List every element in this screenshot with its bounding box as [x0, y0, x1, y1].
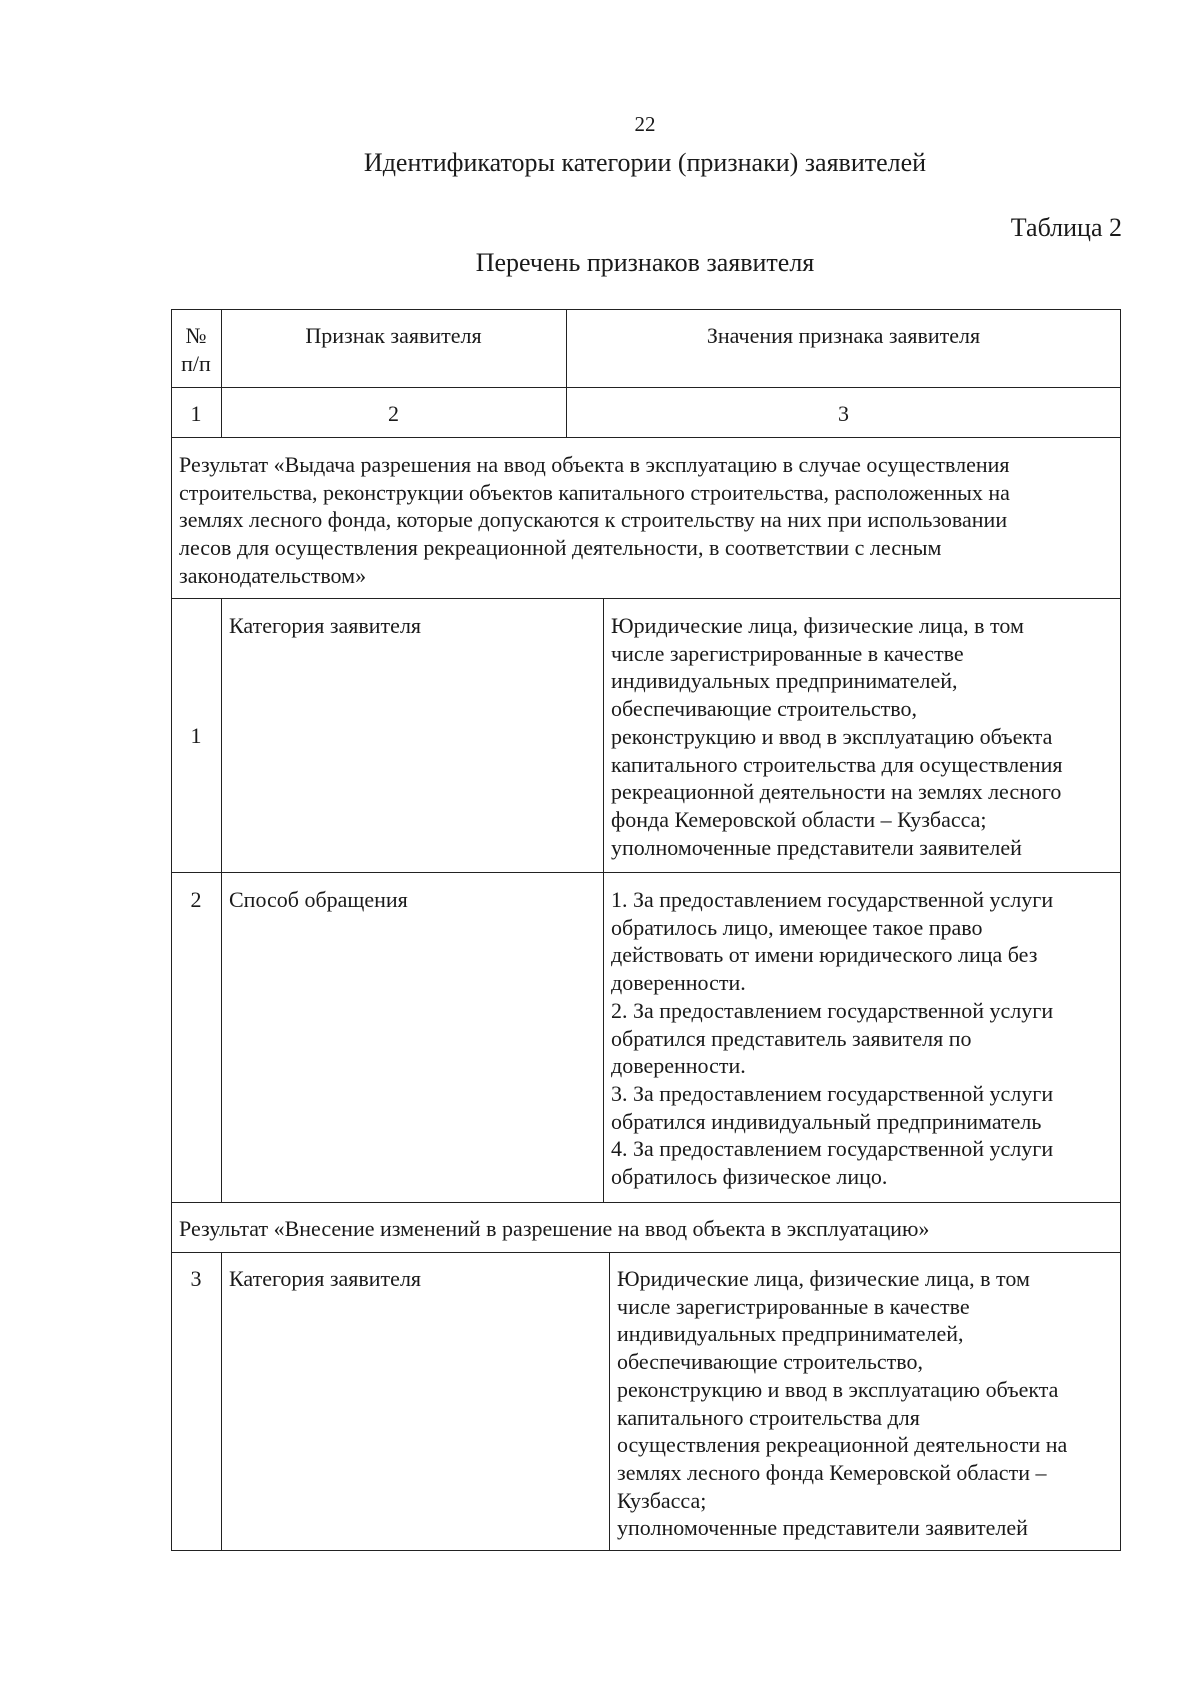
column-number: 2: [388, 401, 399, 426]
row-value: 1. За предоставлением государственной услуги обратилось лицо, имеющее такое право действовать от имени юридического лица без доверенности. 2. За предоставлением государственной услуги обратился представитель заявителя по доверенности. 3. За предоставлением государственной услуги обратился индивидуальный предприниматель 4. За предоставлением государственной услуги обратилось физическое лицо.: [611, 887, 1054, 1190]
table-column-rule: [221, 1252, 222, 1551]
page-heading: Идентификаторы категории (признаки) заявителей: [363, 148, 927, 177]
header-attribute: Признак заявителя: [305, 323, 482, 348]
table-column-rule: [609, 1252, 610, 1551]
header-number: № п/п: [181, 323, 211, 376]
table-rule: [171, 598, 1121, 599]
table-label: Таблица 2: [1010, 213, 1122, 242]
row-number: 3: [190, 1266, 202, 1291]
row-attribute: Способ обращения: [229, 887, 408, 912]
row-attribute: Категория заявителя: [229, 613, 422, 638]
section-result-amend: Результат «Внесение изменений в разрешение на ввод объекта в эксплуатацию»: [179, 1216, 930, 1241]
table-title: Перечень признаков заявителя: [475, 248, 815, 277]
table-rule: [171, 872, 1121, 873]
section-result-issue: Результат «Выдача разрешения на ввод объекта в эксплуатацию в случае осуществления строительства, реконструкции объектов капитального строительства, расположенных на землях лесного фонда, которые допускаются к строительству на них при использовании лесов для осуществления рекреационной деятельности, в соответствии с лесным законодательством»: [179, 452, 1010, 588]
table-column-rule: [603, 598, 604, 1202]
row-number: 1: [190, 723, 202, 748]
table-rule: [171, 387, 1121, 388]
header-value: Значения признака заявителя: [706, 323, 981, 348]
row-number: 2: [190, 887, 202, 912]
row-value: Юридические лица, физические лица, в том числе зарегистрированные в качестве индивидуальных предпринимателей, обеспечивающие строительство, реконструкцию и ввод в эксплуатацию объекта капитального строительства для осуществления рекреационной деятельности на землях лесного фонда Кемеровской области – Кузбасса; уполномоченные представители заявителей: [617, 1266, 1068, 1541]
table-rule: [171, 1252, 1121, 1253]
page-number: 22: [634, 112, 656, 136]
row-value: Юридические лица, физические лица, в том числе зарегистрированные в качестве индивидуальных предпринимателей, обеспечивающие строительство, реконструкцию и ввод в эксплуатацию объекта капитального строительства для осуществления рекреационной деятельности на землях лесного фонда Кемеровской области – Кузбасса; уполномоченные представители заявителей: [611, 613, 1063, 860]
table-rule: [171, 437, 1121, 438]
column-number: 3: [838, 401, 849, 426]
row-attribute: Категория заявителя: [229, 1266, 422, 1291]
table-column-rule: [221, 598, 222, 1202]
table-rule: [171, 1202, 1121, 1203]
column-number: 1: [190, 401, 202, 426]
